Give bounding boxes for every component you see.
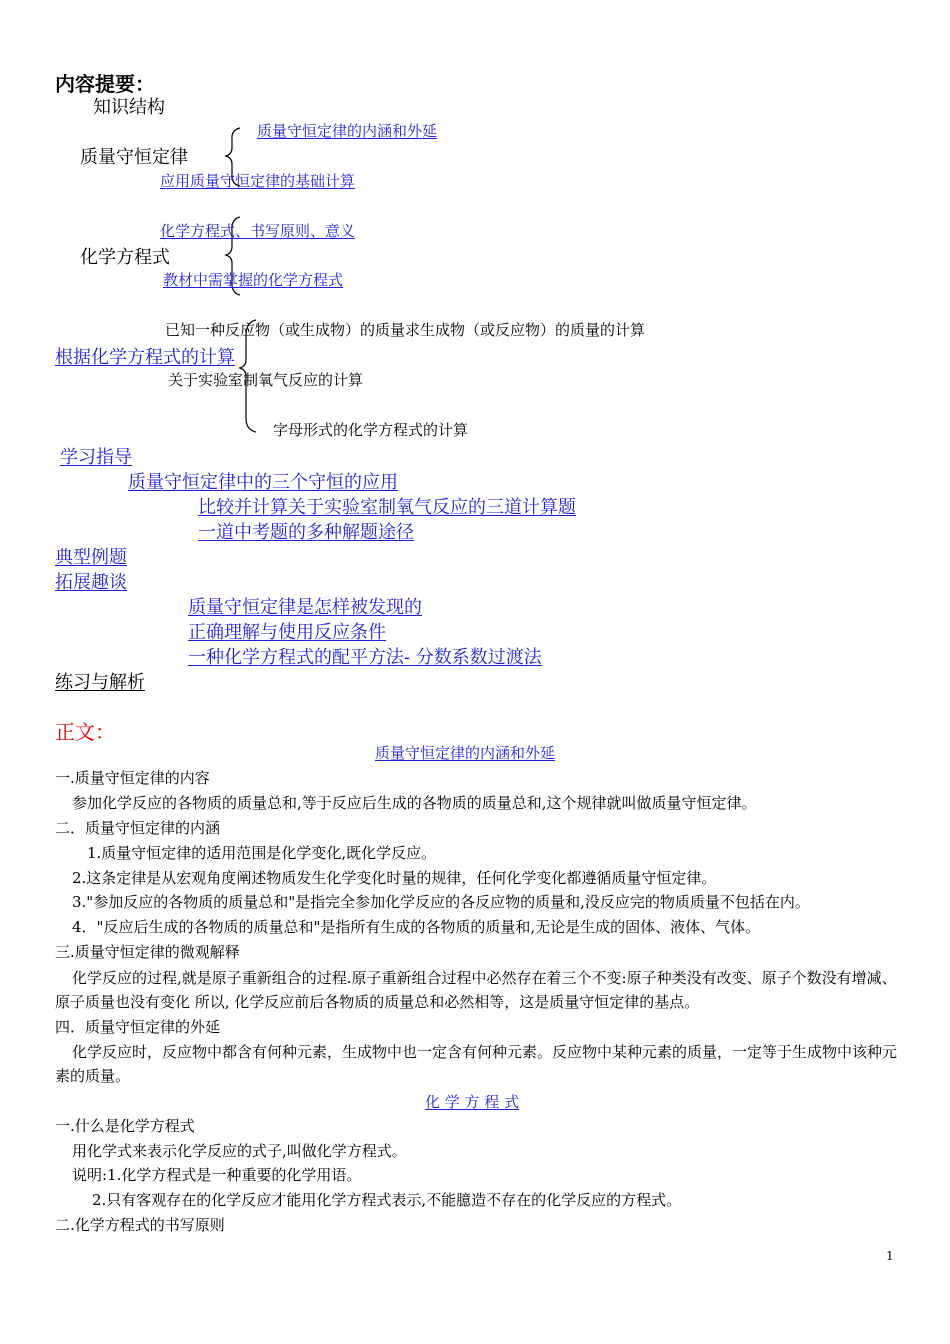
link-guide-item-2[interactable]: 比较并计算关于实验室制氧气反应的三道计算题 <box>198 497 576 518</box>
group-label-equation: 化学方程式 <box>80 247 170 268</box>
s1-paragraph-1: 参加化学反应的各物质的质量总和,等于反应后生成的各物质的质量总和,这个规律就叫做质量守恒定律。 <box>72 794 757 812</box>
link-typical-examples[interactable]: 典型例题 <box>55 547 127 568</box>
s1-point-1: 1.质量守恒定律的适用范围是化学变化,既化学反应。 <box>87 844 437 862</box>
link-extended-item-1[interactable]: 质量守恒定律是怎样被发现的 <box>188 597 422 618</box>
s2-note-1: 说明:1.化学方程式是一种重要的化学用语。 <box>72 1166 362 1184</box>
section-title-equation[interactable]: 化 学 方 程 式 <box>425 1093 520 1111</box>
s1-heading-1: 一.质量守恒定律的内容 <box>55 769 210 787</box>
link-equation-calculation[interactable]: 根据化学方程式的计算 <box>55 347 235 368</box>
structure-title: 知识结构 <box>93 97 165 118</box>
calc-item-3: 字母形式的化学方程式的计算 <box>273 421 469 439</box>
s1-point-2: 2.这条定律是从宏观角度阐述物质发生化学变化时量的规律，任何化学变化都遵循质量守恒定律。 <box>72 869 717 887</box>
link-guide-item-3[interactable]: 一道中考题的多种解题途径 <box>198 522 414 543</box>
s1-heading-2: 二．质量守恒定律的内涵 <box>55 819 221 837</box>
group-label-mass-conservation: 质量守恒定律 <box>80 147 188 168</box>
main-heading: 正文： <box>55 720 115 744</box>
calc-item-2: 关于实验室制氧气反应的计算 <box>168 371 364 389</box>
section-title-mass-law[interactable]: 质量守恒定律的内涵和外延 <box>375 744 556 762</box>
s2-heading-2: 二.化学方程式的书写原则 <box>55 1216 225 1234</box>
link-textbook-equations[interactable]: 教材中需掌握的化学方程式 <box>163 271 344 289</box>
link-mass-law-calculation[interactable]: 应用质量守恒定律的基础计算 <box>160 172 356 190</box>
link-extended-reading[interactable]: 拓展趣谈 <box>55 572 127 593</box>
link-practice[interactable]: 练习与解析 <box>55 672 145 693</box>
summary-heading: 内容提要： <box>55 72 155 96</box>
s1-point-4: 4．"反应后生成的各物质的质量总和"是指所有生成的各物质的质量和,无论是生成的固体、液体、气体。 <box>72 918 761 936</box>
s1-heading-3: 三.质量守恒定律的微观解释 <box>55 943 240 961</box>
link-extended-item-2[interactable]: 正确理解与使用反应条件 <box>188 622 386 643</box>
s1-point-3: 3."参加反应的各物质的质量总和"是指完全参加化学反应的各反应物的质量和,没反应完的物质质量不包括在内。 <box>72 893 810 911</box>
s1-heading-4: 四．质量守恒定律的外延 <box>55 1018 221 1036</box>
link-guide-item-1[interactable]: 质量守恒定律中的三个守恒的应用 <box>128 472 398 493</box>
s2-note-2: 2.只有客观存在的化学反应才能用化学方程式表示,不能臆造不存在的化学反应的方程式。 <box>92 1191 682 1209</box>
s1-paragraph-4: 化学反应时，反应物中都含有何种元素，生成物中也一定含有何种元素。反应物中某种元素的质量，一定等于生成物中该种元素的质量。 <box>55 1043 898 1085</box>
link-extended-item-3[interactable]: 一种化学方程式的配平方法- 分数系数过渡法 <box>188 647 542 668</box>
link-equation-principles[interactable]: 化学方程式、书写原则、意义 <box>160 222 356 240</box>
calc-item-1: 已知一种反应物（或生成物）的质量求生成物（或反应物）的质量的计算 <box>165 321 646 339</box>
link-mass-law-connotation[interactable]: 质量守恒定律的内涵和外延 <box>257 122 438 140</box>
s1-paragraph-3: 化学反应的过程,就是原子重新组合的过程.原子重新组合过程中必然存在着三个不变:原子种类没有改变、原子个数没有增减、原子质量也没有变化 所以, 化学反应前后各物质的质量总和必然相等，这是质量守恒定律的基点。 <box>55 969 897 1011</box>
page-number: 1 <box>886 1249 894 1263</box>
link-study-guide[interactable]: 学习指导 <box>60 447 132 468</box>
s2-paragraph-1: 用化学式来表示化学反应的式子,叫做化学方程式。 <box>72 1142 407 1160</box>
s2-heading-1: 一.什么是化学方程式 <box>55 1117 195 1135</box>
